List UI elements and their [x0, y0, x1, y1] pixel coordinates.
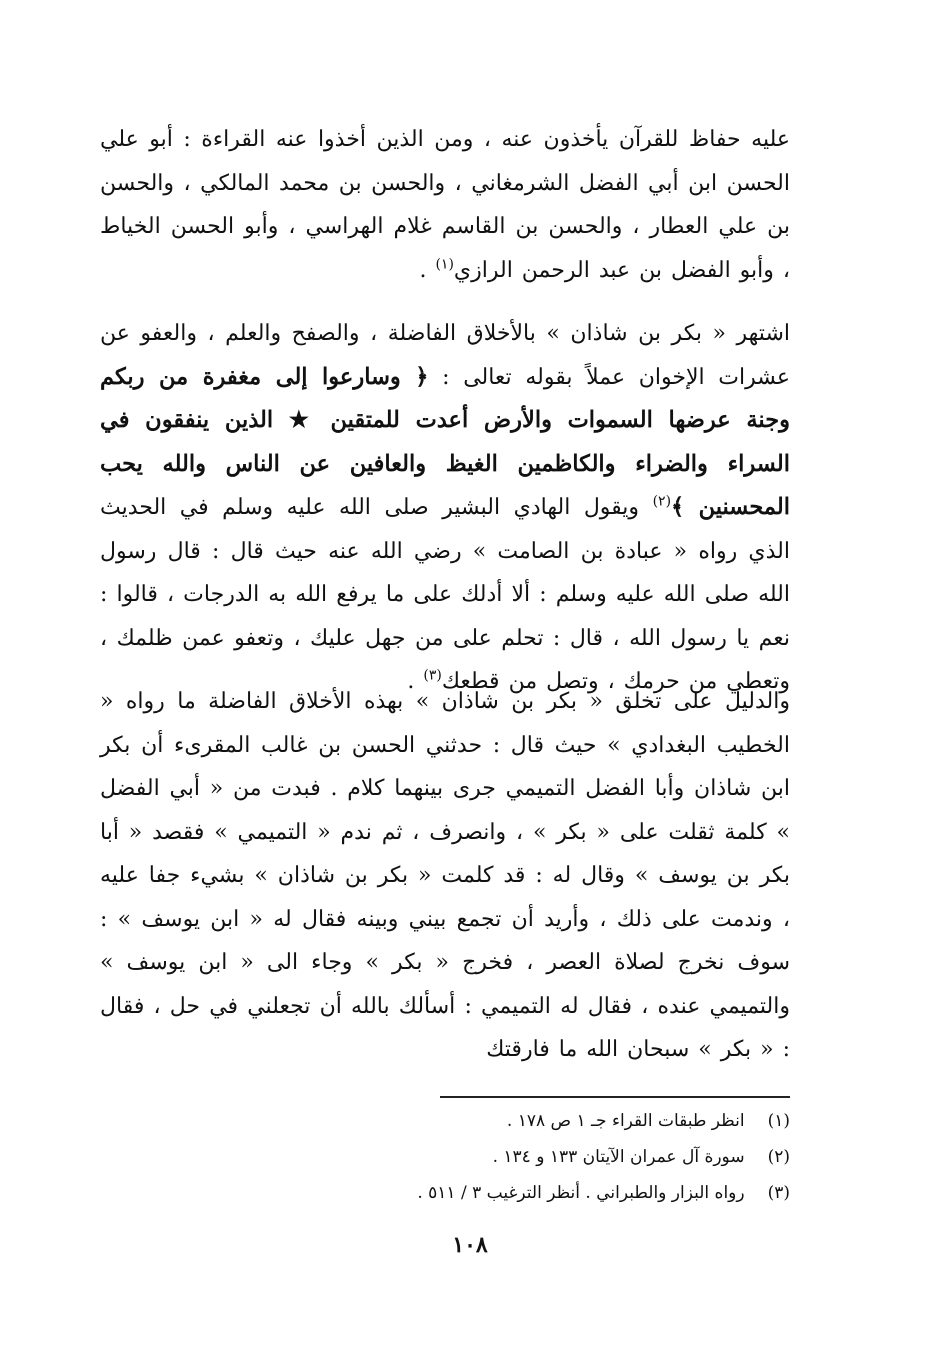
- paragraph-1-end: .: [419, 257, 436, 283]
- footnote-text: رواه البزار والطبراني . أنظر الترغيب ٣ / ٥١١ .: [417, 1183, 745, 1203]
- footnote-divider: [440, 1096, 790, 1098]
- footnote-text: سورة آل عمران الآيتان ١٣٣ و ١٣٤ .: [492, 1147, 745, 1167]
- paragraph-2: [100, 312, 790, 704]
- footnote-ref-3: (٣): [423, 667, 442, 684]
- footnote-ref-1: (١): [435, 256, 454, 273]
- footnote-text: انظر طبقات القراء جـ ١ ص ١٧٨ .: [506, 1111, 745, 1131]
- hadith-text: ويقول الهادي البشير صلى الله عليه وسلم في الحديث الذي رواه « عبادة بن الصامت » رضي الله عنه حيث قال : قال رسول الله صلى الله عليه وسلم : ألا أدلك على ما يرفع الله به الدرجات ، قالوا : نعم يا رسول الله ، قال : تحلم على من جهل عليك ، وتعفو عمن ظلمك ، وتعطي من حرمك ، وتصل من قطعك: [100, 495, 790, 694]
- footnote-item: [380, 1139, 790, 1175]
- footnote-number: (٢): [767, 1147, 790, 1167]
- paragraph-1-text: عليه حفاظ للقرآن يأخذون عنه ، ومن الذين أخذوا عنه القراءة : أبو علي الحسن ابن أبي الفضل الشرمغاني ، والحسن بن محمد المالكي ، والحسن بن علي العطار ، والحسن بن القاسم غلام الهراسي ، وأبو الحسن الخياط ، وأبو الفضل بن عبد الرحمن الرازي: [100, 127, 790, 283]
- paragraph-3-text: والدليل على تخلق « بكر بن شاذان » بهذه الأخلاق الفاضلة ما رواه « الخطيب البغدادي » حيث قال : حدثني الحسن بن غالب المقرىء أن بكر ابن شاذان وأبا الفضل التميمي جرى بينهما كلام . فبدت من « أبي الفضل » كلمة ثقلت على « بكر » ، وانصرف ، ثم ندم « التميمي » فقصد « أبا بكر بن يوسف » وقال له : قد كلمت « بكر بن شاذان » بشيء جفا عليه ، وندمت على ذلك ، وأريد أن تجمع بيني وبينه فقال له « ابن يوسف » : سوف نخرج لصلاة العصر ، فخرج « بكر » وجاء الى « ابن يوسف » والتميمي عنده ، فقال له التميمي : أسألك بالله أن تجعلني في حل ، فقال : « بكر » سبحان الله ما فارقتك: [100, 689, 790, 1062]
- footnotes-list: [380, 1103, 790, 1211]
- footnote-number: (٣): [767, 1183, 790, 1203]
- page-number: ١٠٨: [452, 1232, 488, 1258]
- footnote-item: [380, 1175, 790, 1211]
- paragraph-3: [100, 680, 790, 1072]
- footnote-ref-2: (٢): [652, 493, 672, 510]
- footnote-item: [380, 1103, 790, 1139]
- quran-verse: ﴿ وسارعوا إلى مغفرة من ربكم وجنة عرضها السموات والأرض أعدت للمتقين ★ الذين ينفقون في السراء والضراء والكاظمين الغيظ والعافين عن الناس والله يحب المحسنين ﴾: [100, 363, 790, 520]
- paragraph-2-end: .: [407, 669, 424, 694]
- paragraph-1: [100, 118, 790, 292]
- footnote-number: (١): [767, 1111, 790, 1131]
- paragraph-2-intro: اشتهر « بكر بن شاذان » بالأخلاق الفاضلة ، والصفح والعلم ، والعفو عن عشرات الإخوان عملاً بقوله تعالى :: [100, 321, 790, 390]
